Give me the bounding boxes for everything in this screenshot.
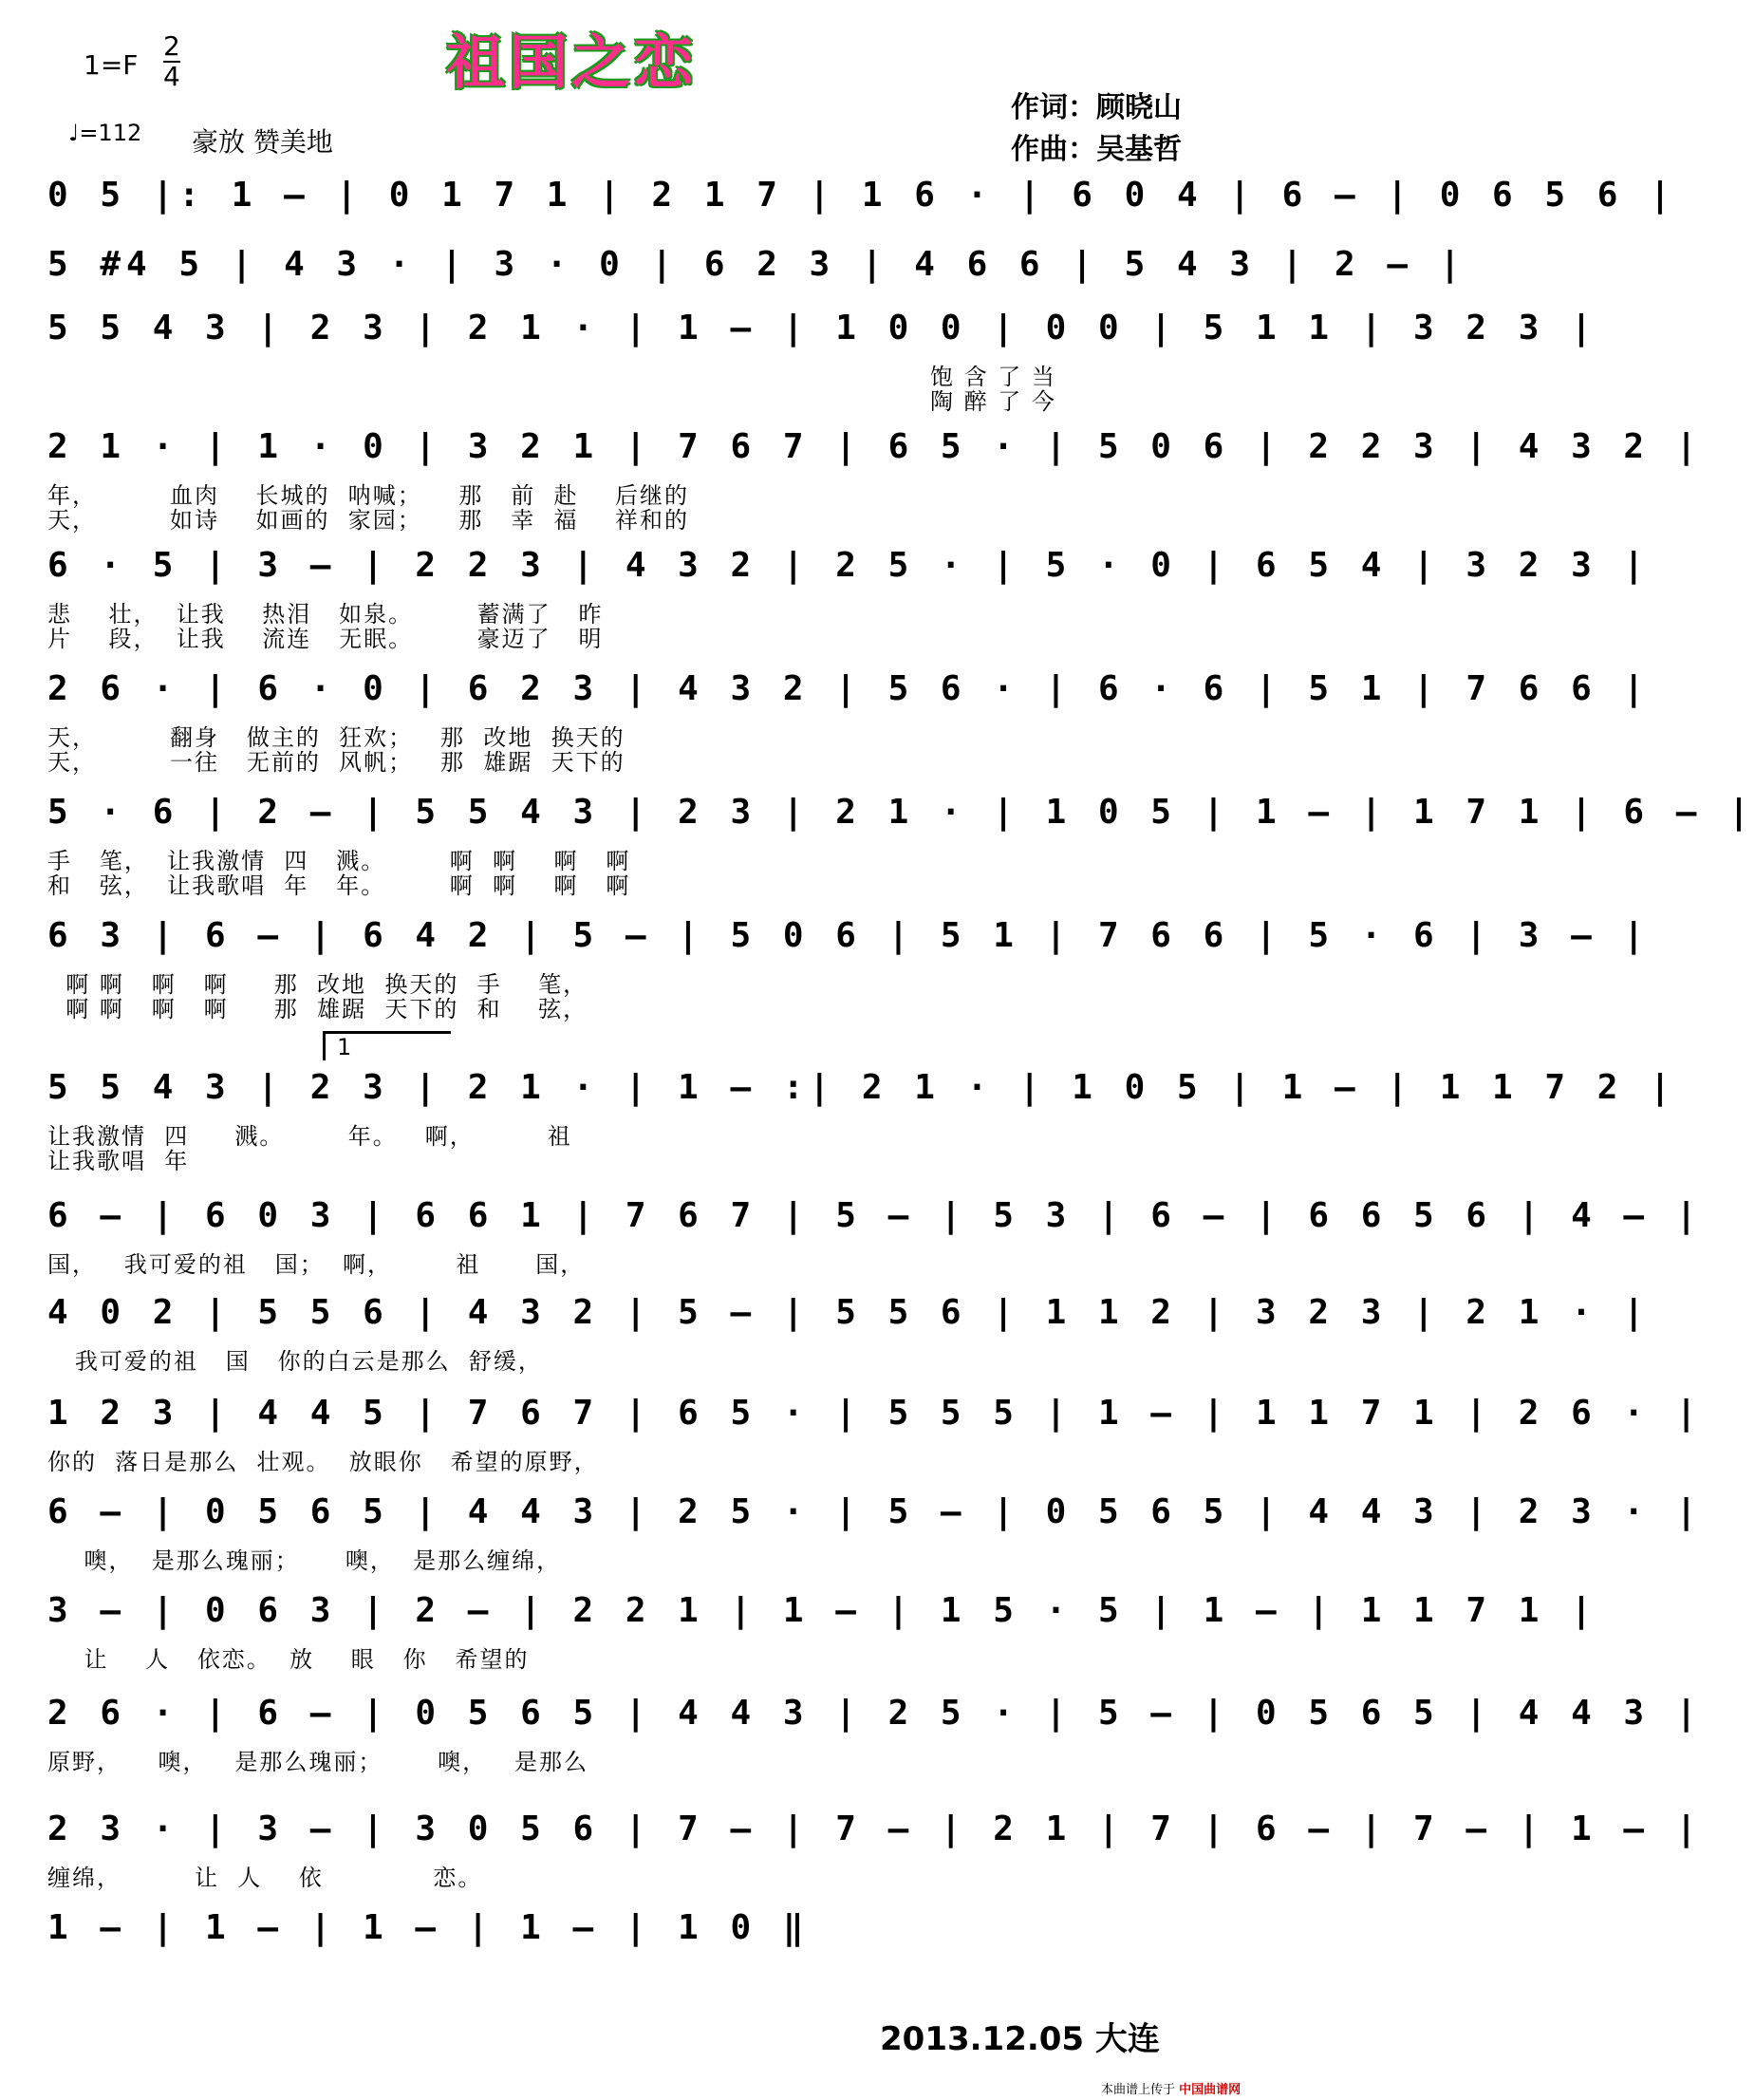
notation-line: 6 · 5 | 3 – | 2 2 3 | 4 3 2 | 2 5 · | 5 · 0 | 6 5 4 | 3 2 3 |	[47, 546, 1651, 585]
staff-line-15	[0, 1694, 1703, 1775]
notation-line: 2 3 · | 3 – | 3 0 5 6 | 7 – | 7 – | 2 1 | 7 | 6 – | 7 – | 1 – |	[47, 1809, 1703, 1848]
staff-line-17	[0, 1908, 1284, 1984]
staff-line-14	[0, 1591, 1597, 1673]
tempo-marking: ♩=112	[68, 120, 142, 146]
staff-line-1	[0, 176, 1676, 252]
lyric-verse-2: 让我歌唱 年	[47, 1148, 190, 1174]
lyric-verse-1: 悲 壮， 让我 热泪 如泉。 蓄满了 昨	[47, 601, 604, 628]
site-logo[interactable]: 中国曲谱网	[1179, 2083, 1242, 2097]
volta-bracket: 1	[323, 1031, 451, 1060]
time-signature-top: 2	[163, 30, 180, 62]
staff-line-11	[0, 1293, 1651, 1375]
notation-line: 1 – | 1 – | 1 – | 1 – | 1 0 ‖	[47, 1908, 810, 1947]
lyric-verse-1: 啊 啊 啊 啊 那 改地 换天的 手 笔，	[47, 971, 588, 998]
staff-line-3	[0, 309, 1597, 415]
lyric-verse-2: 天， 一往 无前的 风帆； 那 雄踞 天下的	[47, 749, 625, 776]
notation-line: 5 5 4 3 | 2 3 | 2 1 · | 1 – | 1 0 0 | 0 0 | 5 1 1 | 3 2 3 |	[47, 309, 1597, 347]
staff-line-4	[0, 427, 1703, 534]
time-signature-bottom: 4	[163, 61, 180, 92]
date-place: 2013.12.05 大连	[880, 2020, 1160, 2058]
notation-line: 6 – | 6 0 3 | 6 6 1 | 7 6 7 | 5 – | 5 3 | 6 – | 6 6 5 6 | 4 – |	[47, 1196, 1703, 1235]
notation-line: 1 2 3 | 4 4 5 | 7 6 7 | 6 5 · | 5 5 5 | 1 – | 1 1 7 1 | 2 6 · |	[47, 1394, 1703, 1433]
lyric-verse-2: 片 段， 让我 流连 无眠。 豪迈了 明	[47, 626, 604, 652]
lyric-verse-1: 手 笔， 让我激情 四 溅。 啊 啊 啊 啊	[47, 848, 631, 874]
staff-line-7	[0, 793, 1755, 899]
lyric-verse-2: 陶 醉 了 今	[930, 388, 1056, 415]
lyric-verse-1: 饱 含 了 当	[930, 364, 1056, 390]
notation-line: 6 3 | 6 – | 6 4 2 | 5 – | 5 0 6 | 5 1 | 7 6 6 | 5 · 6 | 3 – |	[47, 916, 1651, 955]
composer-credit: 作曲：吴基哲	[1011, 133, 1182, 166]
lyric-verse-1: 噢， 是那么瑰丽； 噢， 是那么缠绵，	[47, 1547, 562, 1574]
lyric-verse-1: 原野， 噢， 是那么瑰丽； 噢， 是那么	[47, 1749, 589, 1775]
notation-line: 6 – | 0 5 6 5 | 4 4 3 | 2 5 · | 5 – | 0 5 6 5 | 4 4 3 | 2 3 · |	[47, 1492, 1703, 1531]
lyric-verse-1: 缠绵， 让 人 依 恋。	[47, 1865, 483, 1891]
footer-prefix: 本曲谱上传于	[1101, 2083, 1176, 2097]
staff-line-8	[0, 916, 1651, 1022]
expression-marking: 豪放 赞美地	[192, 126, 333, 158]
notation-line: 5 5 4 3 | 2 3 | 2 1 · | 1 – :| 2 1 · | 1 0 5 | 1 – | 1 1 7 2 |	[47, 1068, 1676, 1107]
upload-footer	[1101, 2079, 1241, 2097]
lyric-verse-1: 天， 翻身 做主的 狂欢； 那 改地 换天的	[47, 724, 625, 751]
lyricist-credit: 作词：顾晓山	[1011, 91, 1182, 124]
notation-line: 2 6 · | 6 · 0 | 6 2 3 | 4 3 2 | 5 6 · | 6 · 6 | 5 1 | 7 6 6 |	[47, 669, 1651, 708]
staff-line-6	[0, 669, 1651, 776]
lyric-verse-1: 让我激情 四 溅。 年。 啊， 祖	[47, 1123, 572, 1150]
key-signature: 1=F	[84, 49, 139, 81]
lyric-verse-1: 年， 血肉 长城的 呐喊； 那 前 赴 后继的	[47, 482, 689, 509]
lyric-verse-1: 让 人 依恋。 放 眼 你 希望的	[47, 1646, 530, 1673]
staff-line-10	[0, 1196, 1703, 1278]
lyric-verse-2: 天， 如诗 如画的 家园； 那 幸 福 祥和的	[47, 507, 689, 534]
lyric-verse-1: 你的 落日是那么 壮观。 放眼你 希望的原野，	[47, 1449, 599, 1475]
lyric-verse-2: 啊 啊 啊 啊 那 雄踞 天下的 和 弦，	[47, 996, 588, 1022]
staff-line-9	[0, 1068, 1676, 1174]
notation-line: 2 6 · | 6 – | 0 5 6 5 | 4 4 3 | 2 5 · | 5 – | 0 5 6 5 | 4 4 3 |	[47, 1694, 1703, 1733]
lyric-verse-2: 和 弦， 让我歌唱 年 年。 啊 啊 啊 啊	[47, 872, 631, 899]
staff-line-16	[0, 1809, 1703, 1891]
staff-line-12	[0, 1394, 1703, 1475]
time-signature	[163, 32, 180, 91]
lyric-verse-1: 我可爱的祖 国 你的白云是那么 舒缓，	[47, 1348, 543, 1375]
notation-line: 3 – | 0 6 3 | 2 – | 2 2 1 | 1 – | 1 5 · 5 | 1 – | 1 1 7 1 |	[47, 1591, 1597, 1630]
notation-line: 0 5 |: 1 – | 0 1 7 1 | 2 1 7 | 1 6 · | 6 0 4 | 6 – | 0 6 5 6 |	[47, 176, 1676, 215]
song-title: 祖国之恋	[446, 28, 698, 97]
notation-line: 2 1 · | 1 · 0 | 3 2 1 | 7 6 7 | 6 5 · | 5 0 6 | 2 2 3 | 4 3 2 |	[47, 427, 1703, 466]
notation-line: 5 #4 5 | 4 3 · | 3 · 0 | 6 2 3 | 4 6 6 | 5 4 3 | 2 – |	[47, 245, 1466, 284]
notation-line: 5 · 6 | 2 – | 5 5 4 3 | 2 3 | 2 1 · | 1 0 5 | 1 – | 1 7 1 | 6 – |	[47, 793, 1755, 832]
notation-line: 4 0 2 | 5 5 6 | 4 3 2 | 5 – | 5 5 6 | 1 1 2 | 3 2 3 | 2 1 · |	[47, 1293, 1651, 1332]
lyric-verse-1: 国， 我可爱的祖 国； 啊， 祖 国，	[47, 1251, 586, 1278]
staff-line-13	[0, 1492, 1703, 1574]
staff-line-5	[0, 546, 1651, 652]
